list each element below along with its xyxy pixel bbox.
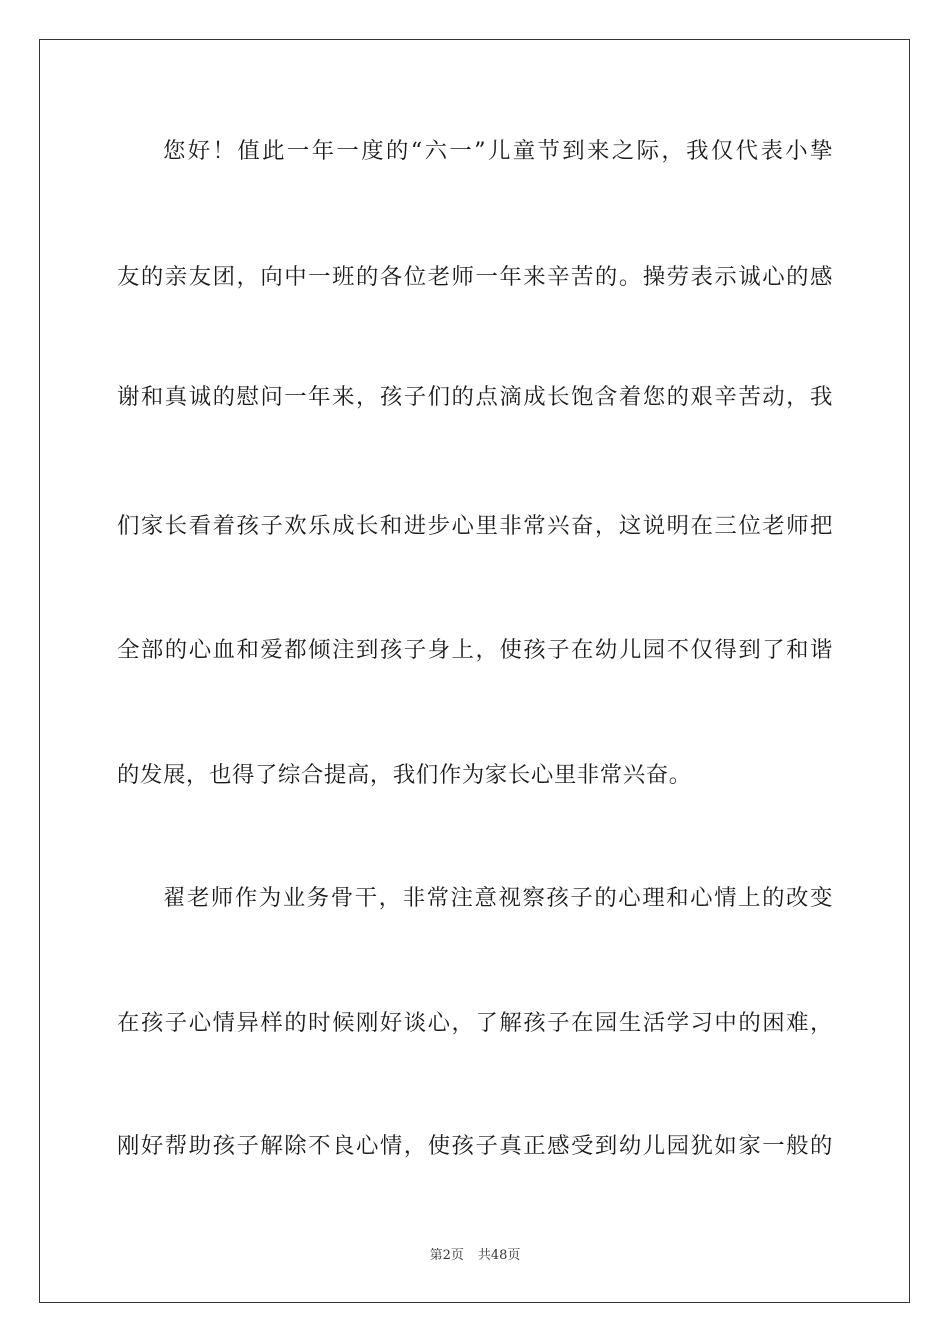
paragraph-1-line-4: 们家长看着孩子欢乐成长和进步心里非常兴奋，这说明在三位老师把 — [117, 513, 833, 539]
page-number: 第2页 — [429, 1248, 464, 1263]
paragraph-1-line-2: 友的亲友团，向中一班的各位老师一年来辛苦的。操劳表示诚心的感 — [117, 264, 833, 290]
page-frame — [39, 39, 910, 1303]
page-total: 共48页 — [477, 1248, 521, 1263]
paragraph-1-line-3: 谢和真诚的慰问一年来，孩子们的点滴成长饱含着您的艰辛苦动，我 — [117, 384, 833, 410]
paragraph-1-line-1: 您好！值此一年一度的“六一”儿童节到来之际，我仅代表小挚 — [163, 138, 833, 164]
paragraph-2-line-2: 在孩子心情异样的时候刚好谈心，了解孩子在园生活学习中的困难， — [117, 1010, 833, 1036]
paragraph-2-line-3: 刚好帮助孩子解除不良心情，使孩子真正感受到幼儿园犹如家一般的 — [117, 1133, 833, 1159]
paragraph-1-line-6: 的发展，也得了综合提高，我们作为家长心里非常兴奋。 — [117, 762, 692, 788]
page-footer — [0, 1248, 950, 1264]
paragraph-1-line-5: 全部的心血和爱都倾注到孩子身上，使孩子在幼儿园不仅得到了和谐 — [117, 637, 833, 663]
paragraph-2-line-1: 翟老师作为业务骨干，非常注意视察孩子的心理和心情上的改变 — [163, 885, 833, 911]
